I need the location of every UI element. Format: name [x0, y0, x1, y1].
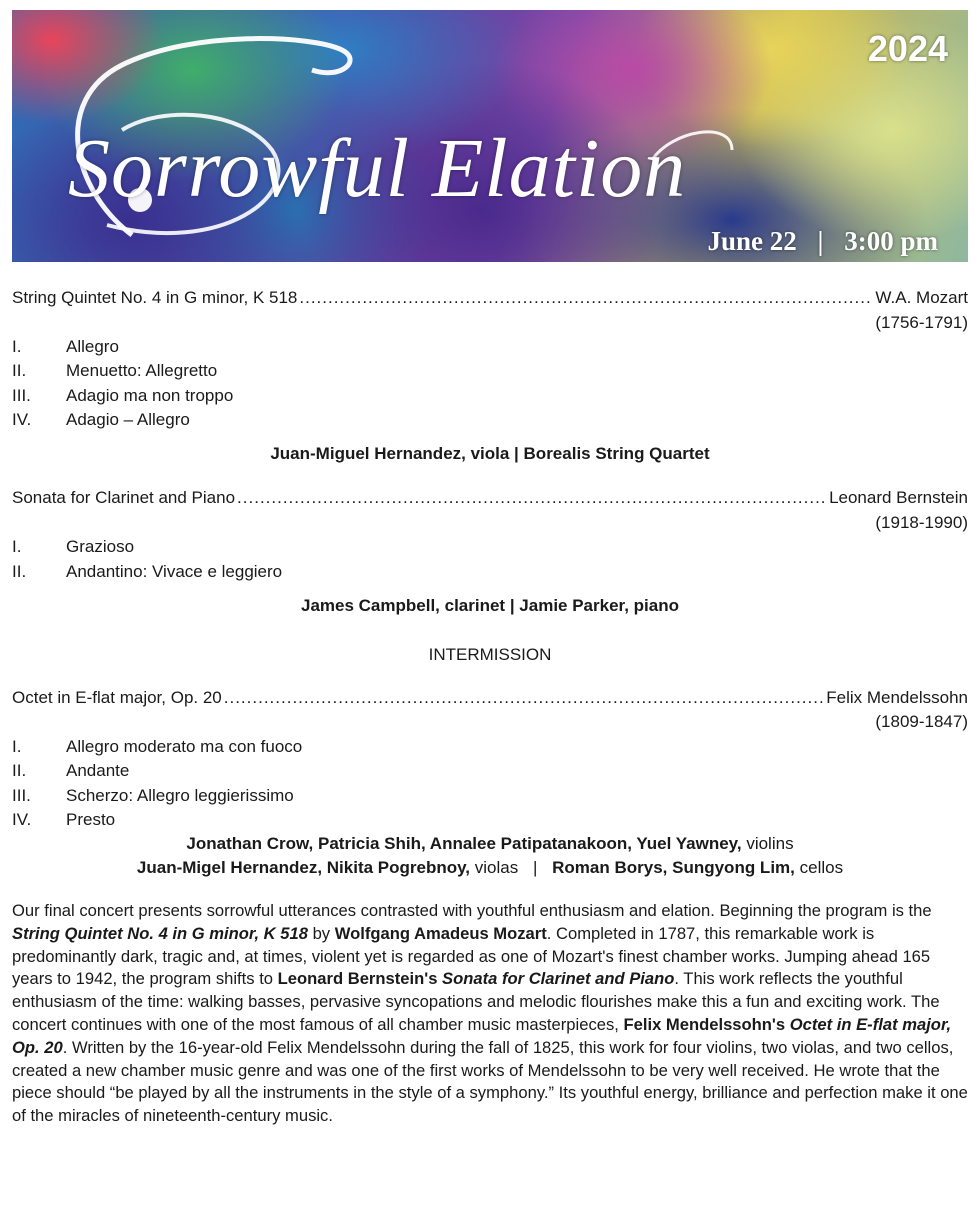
movement-item — [12, 810, 115, 830]
composer-dates: (1918-1990) — [875, 513, 968, 532]
movement-name: Allegro moderato ma con fuoco — [66, 737, 303, 756]
performers-line: Juan-Miguel Hernandez, viola | Borealis String Quartet — [270, 444, 710, 463]
movement-name: Allegro — [66, 337, 119, 356]
performers-line — [0, 858, 980, 878]
notes-text: Our final concert presents sorrowful utterances contrasted with youthful enthusiasm and elation. Beginning the program is the — [12, 901, 932, 920]
composer-dates: (1809-1847) — [875, 712, 968, 731]
movement-item — [12, 410, 190, 430]
notes-composer: Wolfgang Amadeus Mozart — [334, 923, 547, 943]
composer-name: W.A. Mozart — [875, 288, 968, 307]
intermission-label: INTERMISSION — [428, 645, 552, 664]
dot-leader — [299, 288, 873, 308]
performer-names: Jonathan Crow, Patricia Shih, Annalee Patipatanakoon, Yuel Yawney, — [186, 834, 742, 853]
movement-name: Adagio – Allegro — [66, 410, 190, 429]
year-label: 2024 — [867, 28, 948, 69]
movement-item — [12, 361, 217, 381]
movement-name: Menuetto: Allegretto — [66, 361, 218, 380]
header-banner — [12, 10, 968, 262]
concert-date: June 22 — [707, 226, 797, 256]
performer-separator: | — [532, 858, 538, 877]
performer-role: cellos — [799, 858, 844, 877]
movement-item — [12, 337, 119, 357]
notes-work-title: Octet in E-flat major, Op. 20 — [12, 1014, 952, 1057]
movement-item — [12, 386, 233, 406]
dot-leader — [237, 488, 827, 508]
composer-dates: (1756-1791) — [875, 313, 968, 332]
notes-work-title: Sonata for Clarinet and Piano — [442, 969, 675, 989]
work-title-line — [12, 488, 968, 508]
movement-number: I. — [12, 537, 22, 556]
work-title: String Quintet No. 4 in G minor, K 518 — [12, 288, 298, 307]
movement-name: Scherzo: Allegro leggierissimo — [66, 786, 294, 805]
movement-item — [12, 737, 302, 757]
date-separator: | — [817, 226, 824, 256]
movement-item — [12, 537, 134, 557]
concert-title: Sorrowful Elation — [68, 122, 687, 215]
movement-number: IV. — [12, 810, 32, 829]
movement-number: I. — [12, 737, 22, 756]
movement-number: II. — [12, 562, 27, 581]
performers-line: James Campbell, clarinet | Jamie Parker, piano — [301, 596, 679, 615]
notes-composer: Leonard Bernstein's — [277, 969, 443, 989]
movement-number: I. — [12, 337, 22, 356]
movement-number: III. — [12, 786, 31, 805]
performer-role: violas — [474, 858, 519, 877]
movement-item — [12, 786, 294, 806]
concert-date-time — [708, 226, 938, 257]
performer-names: Juan-Migel Hernandez, Nikita Pogrebnoy, — [136, 858, 471, 877]
work-title: Sonata for Clarinet and Piano — [12, 488, 236, 507]
work-title: Octet in E-flat major, Op. 20 — [12, 688, 222, 707]
movement-name: Grazioso — [66, 537, 135, 556]
program-notes — [12, 900, 968, 1128]
movement-name: Presto — [66, 810, 116, 829]
notes-text: by — [307, 923, 335, 943]
performer-role: violins — [746, 834, 794, 853]
work-title-line — [12, 688, 968, 708]
movement-name: Adagio ma non troppo — [66, 386, 234, 405]
notes-text: . Written by the 16-year-old Felix Mendelssohn during the fall of 1825, this work for four violins, two violas, and two cellos, created a new chamber music genre and was one of the first works of Mendelssohn to be very well received. He wrote that the piece should “be played by all the instruments in the style of a symphony.” Its youthful energy, brilliance and perfection make it one of the miracles of nineteenth-century music. — [12, 1037, 968, 1126]
movement-number: II. — [12, 761, 27, 780]
movement-name: Andante — [66, 761, 130, 780]
notes-text: . Completed in 1787, this remarkable work is predominantly dark, tragic and, at times, violent yet is regarded as one of Mozart's finest chamber works. Jumping ahead 165 years to 1942, the program shifts to — [12, 923, 931, 989]
movement-name: Andantino: Vivace e leggiero — [66, 562, 283, 581]
notes-composer: Felix Mendelssohn's — [623, 1014, 790, 1034]
performers-line — [0, 834, 980, 854]
movement-number: IV. — [12, 410, 32, 429]
composer-name: Felix Mendelssohn — [826, 688, 968, 707]
movement-number: II. — [12, 361, 27, 380]
movement-item — [12, 761, 129, 781]
movement-item — [12, 562, 282, 582]
composer-name: Leonard Bernstein — [829, 488, 968, 507]
performer-names: Roman Borys, Sungyong Lim, — [552, 858, 795, 877]
work-title-line — [12, 288, 968, 308]
notes-work-title: String Quintet No. 4 in G minor, K 518 — [12, 923, 308, 943]
notes-text: . This work reflects the youthful enthusiasm of the time: walking basses, pervasive syncopations and melodic flourishes make this a fun and exciting work. The concert continues with one of the most famous of all chamber music masterpieces, — [12, 969, 940, 1034]
movement-number: III. — [12, 386, 31, 405]
dot-leader — [224, 688, 824, 708]
concert-time: 3:00 pm — [844, 226, 938, 256]
